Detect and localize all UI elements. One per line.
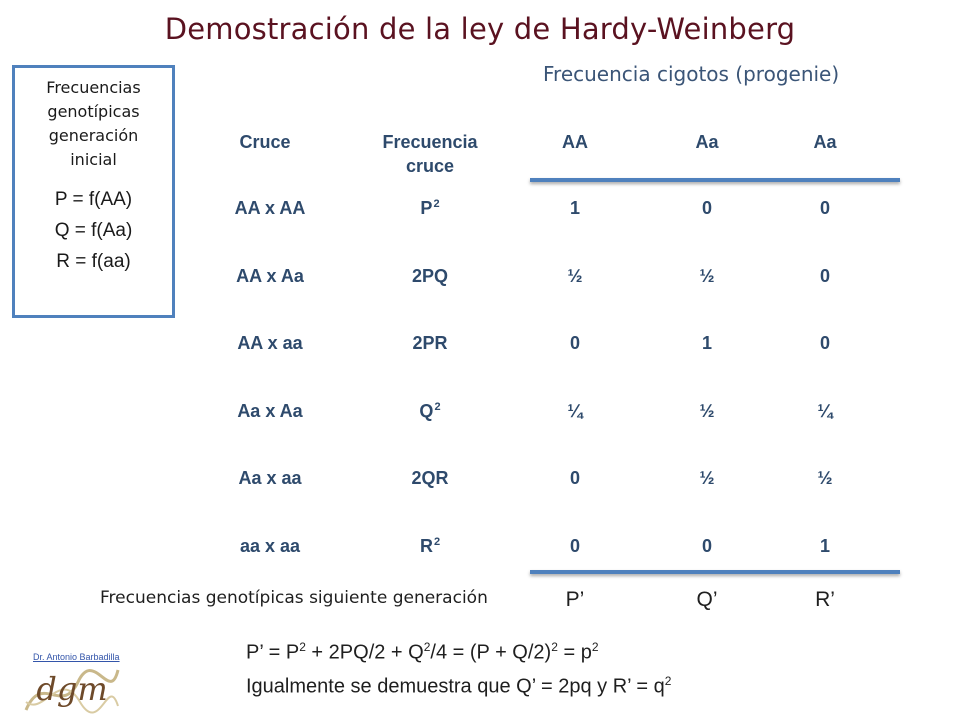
eq1-sup: 2 [299, 640, 306, 654]
header-cross: Cruce [239, 132, 291, 152]
header-divider [530, 178, 900, 182]
dgm-logo [22, 662, 122, 718]
cell-cross-text: Aa x aa [238, 468, 302, 488]
logo-letters: dgm [36, 670, 108, 708]
cell-aa-dominant [545, 198, 605, 219]
formula-r: R = f(aa) [56, 251, 131, 272]
cell-aa-dominant-text: ½ [567, 265, 583, 286]
cell-aa-hetero [677, 266, 737, 287]
eq1-part: + 2PQ/2 + Q [305, 641, 424, 664]
cell-aa-recessive [795, 401, 855, 422]
cell-aa-hetero [677, 401, 737, 422]
cell-aa-recessive-text: ½ [817, 468, 833, 488]
initial-box-formulas [15, 184, 172, 277]
footer-divider [530, 570, 900, 574]
formula-p: P = f(AA) [54, 189, 133, 210]
cell-aa-dominant [545, 401, 605, 422]
initial-box-line: inicial [70, 150, 117, 169]
cell-aa-dominant [545, 333, 605, 354]
cell-cross-frequency-text: R [419, 535, 433, 556]
cell-aa-hetero [677, 536, 737, 557]
author-link[interactable]: Dr. Antonio Barbadilla [33, 652, 120, 662]
cell-cross-frequency [370, 401, 490, 422]
cell-aa-recessive-text: 0 [819, 198, 830, 218]
eq2-sup: 2 [664, 674, 672, 688]
cell-cross-frequency [370, 536, 490, 557]
cell-aa-recessive [795, 333, 855, 354]
cell-cross-text: aa x aa [239, 535, 301, 556]
initial-box-line: genotípicas [47, 102, 140, 121]
eq1-part: /4 = (P + Q/2) [430, 641, 552, 664]
initial-box-line: generación [48, 126, 139, 145]
cell-aa-hetero-text: 1 [701, 333, 712, 353]
cell-cross-frequency-text: P [420, 198, 433, 218]
cell-cross-frequency [370, 333, 490, 354]
exponent: 2 [434, 400, 441, 413]
exponent: 2 [433, 198, 440, 210]
page-title: Demostración de la ley de Hardy-Weinberg [164, 12, 796, 46]
equation-line-2 [246, 674, 671, 699]
cell-cross-frequency [370, 266, 490, 287]
header-cross-frequency [370, 130, 490, 178]
cell-aa-dominant [545, 536, 605, 557]
cell-aa-recessive [795, 536, 855, 557]
result-q: Q’ [696, 588, 718, 611]
cell-aa-recessive-text: 0 [819, 265, 830, 286]
header-cross-frequency-line: Frecuencia [382, 132, 478, 152]
cell-cross-frequency [370, 198, 490, 219]
cell-aa-recessive [795, 468, 855, 489]
cell-cross-frequency-text: 2QR [411, 468, 449, 488]
cell-cross-text: AA x aa [237, 333, 303, 353]
cell-aa-hetero-text: ½ [699, 265, 715, 286]
formula-q: Q = f(Aa) [54, 220, 133, 241]
cell-aa-recessive-text: 0 [819, 333, 830, 353]
cell-aa-hetero [677, 468, 737, 489]
cell-cross [205, 333, 335, 354]
initial-box-description [15, 76, 172, 172]
cell-aa-dominant-text: 0 [569, 535, 580, 556]
cell-aa-dominant-text: 0 [569, 468, 580, 488]
cell-cross-text: Aa x Aa [237, 400, 303, 421]
result-r: R’ [815, 588, 835, 611]
initial-box-line: Frecuencias [46, 78, 141, 97]
cell-aa-hetero-text: 0 [701, 198, 712, 218]
eq1-sup: 2 [551, 640, 558, 654]
cell-cross [205, 198, 335, 219]
eq1-sup: 2 [423, 640, 431, 654]
cell-aa-dominant [545, 468, 605, 489]
eq1-sup: 2 [591, 640, 599, 654]
cell-cross [205, 536, 335, 557]
cell-cross-frequency-text: 2PQ [411, 265, 449, 286]
cell-aa-dominant-text: 0 [569, 333, 580, 353]
initial-frequencies-box [12, 65, 175, 318]
header-aa-recessive: Aa [813, 132, 837, 152]
eq2-part: Igualmente se demuestra que Q’ = 2pq y R’ = q [246, 675, 665, 698]
cell-cross [205, 266, 335, 287]
cell-cross-frequency-text: Q [419, 400, 434, 421]
cell-cross-frequency-text: 2PR [412, 333, 448, 353]
cell-aa-recessive-text: 1 [819, 535, 830, 556]
header-cross-frequency-line: cruce [405, 156, 455, 176]
zygote-frequency-heading: Frecuencia cigotos (progenie) [543, 62, 840, 86]
cell-aa-recessive-text: ¼ [817, 400, 833, 421]
next-generation-label: Frecuencias genotípicas siguiente generación [100, 588, 488, 608]
cell-aa-dominant-text: 1 [569, 198, 580, 218]
eq1-part: P’ = P [246, 641, 300, 664]
cell-cross-text: AA x AA [234, 198, 306, 218]
eq1-part: = p [557, 641, 592, 664]
cell-cross-frequency [370, 468, 490, 489]
cell-aa-hetero-text: ½ [699, 468, 715, 488]
cell-aa-dominant-text: ¼ [567, 400, 583, 421]
cell-aa-hetero [677, 333, 737, 354]
cell-aa-recessive [795, 198, 855, 219]
cell-cross-text: AA x Aa [236, 265, 304, 286]
cell-aa-hetero-text: ½ [699, 400, 715, 421]
cell-aa-hetero [677, 198, 737, 219]
header-aa-dominant: AA [562, 132, 588, 152]
exponent: 2 [433, 535, 441, 548]
equation-line-1 [246, 640, 599, 665]
cell-aa-hetero-text: 0 [701, 535, 712, 556]
cell-cross [205, 401, 335, 422]
header-aa-hetero: Aa [695, 132, 719, 152]
cell-aa-dominant [545, 266, 605, 287]
cell-cross [205, 468, 335, 489]
result-p: P’ [565, 588, 585, 611]
cell-aa-recessive [795, 266, 855, 287]
